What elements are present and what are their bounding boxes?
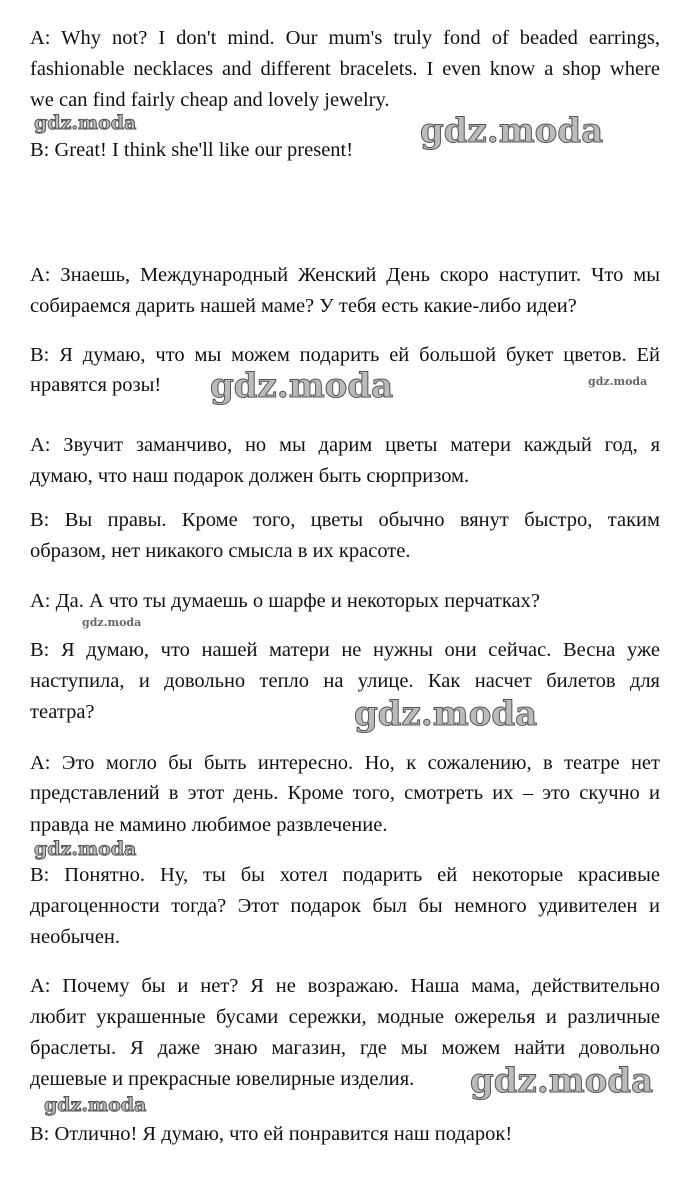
text-line: А: Почему бы и нет? Я не возражаю. Наша мама, действительно xyxy=(30,975,660,997)
watermark: gdz.moda xyxy=(470,1061,654,1101)
watermark: gdz.moda xyxy=(82,616,142,629)
text-line: we can find fairly cheap and lovely jewelry. xyxy=(30,89,390,111)
text-line: fashionable necklaces and different bracelets. I even know a shop where xyxy=(30,58,660,80)
watermark: gdz.moda xyxy=(210,366,394,406)
text-line: А: Звучит заманчиво, но мы дарим цветы матери каждый год, я xyxy=(30,434,660,456)
text-line: дешевые и прекрасные ювелирные изделия. xyxy=(30,1068,415,1090)
text-line: B: Вы правы. Кроме того, цветы обычно вянут быстро, таким xyxy=(30,509,660,531)
text-line: A: Why not? I don't mind. Our mum's truly fond of beaded earrings, xyxy=(30,27,660,49)
text-line: правда не мамино любимое развлечение. xyxy=(30,814,388,836)
text-line: любит украшенные бусами сережки, модные ожерелья и различные xyxy=(30,1006,660,1028)
watermark: gdz.moda xyxy=(588,375,648,388)
watermark: gdz.moda xyxy=(354,694,538,734)
watermark: gdz.moda xyxy=(34,112,137,134)
text-line: представлений в этот день. Кроме того, смотреть их – это скучно и xyxy=(30,782,660,804)
text-line: собираемся дарить нашей маме? У тебя есть какие-либо идеи? xyxy=(30,295,577,317)
text-line: А: Знаешь, Международный Женский День скоро наступит. Что мы xyxy=(30,264,660,286)
text-line: B: Я думаю, что нашей матери не нужны они сейчас. Весна уже xyxy=(30,639,660,661)
text-line: образом, нет никакого смысла в их красоте. xyxy=(30,540,411,562)
text-line: А: Это могло бы быть интересно. Но, к сожалению, в театре нет xyxy=(30,752,660,774)
text-line: наступила, и довольно тепло на улице. Как насчет билетов для xyxy=(30,670,660,692)
text-line: театра? xyxy=(30,701,95,723)
watermark: gdz.moda xyxy=(44,1094,147,1116)
text-line: нравятся розы! xyxy=(30,374,162,396)
text-line: B: Отлично! Я думаю, что ей понравится наш подарок! xyxy=(30,1123,513,1145)
text-line: думаю, что наш подарок должен быть сюрпризом. xyxy=(30,465,470,487)
text-line: драгоценности тогда? Этот подарок был бы немного удивителен и xyxy=(30,895,660,917)
text-line: браслеты. Я даже знаю магазин, где мы можем найти довольно xyxy=(30,1037,660,1059)
watermark: gdz.moda xyxy=(420,111,604,151)
text-line: B: Понятно. Ну, ты бы хотел подарить ей некоторые красивые xyxy=(30,864,660,886)
text-line: B: Great! I think she'll like our present! xyxy=(30,139,354,161)
text-line: B: Я думаю, что мы можем подарить ей большой букет цветов. Ей xyxy=(30,344,660,366)
text-line: необычен. xyxy=(30,926,121,948)
text-line: А: Да. А что ты думаешь о шарфе и некоторых перчатках? xyxy=(30,590,540,612)
watermark: gdz.moda xyxy=(34,838,137,860)
